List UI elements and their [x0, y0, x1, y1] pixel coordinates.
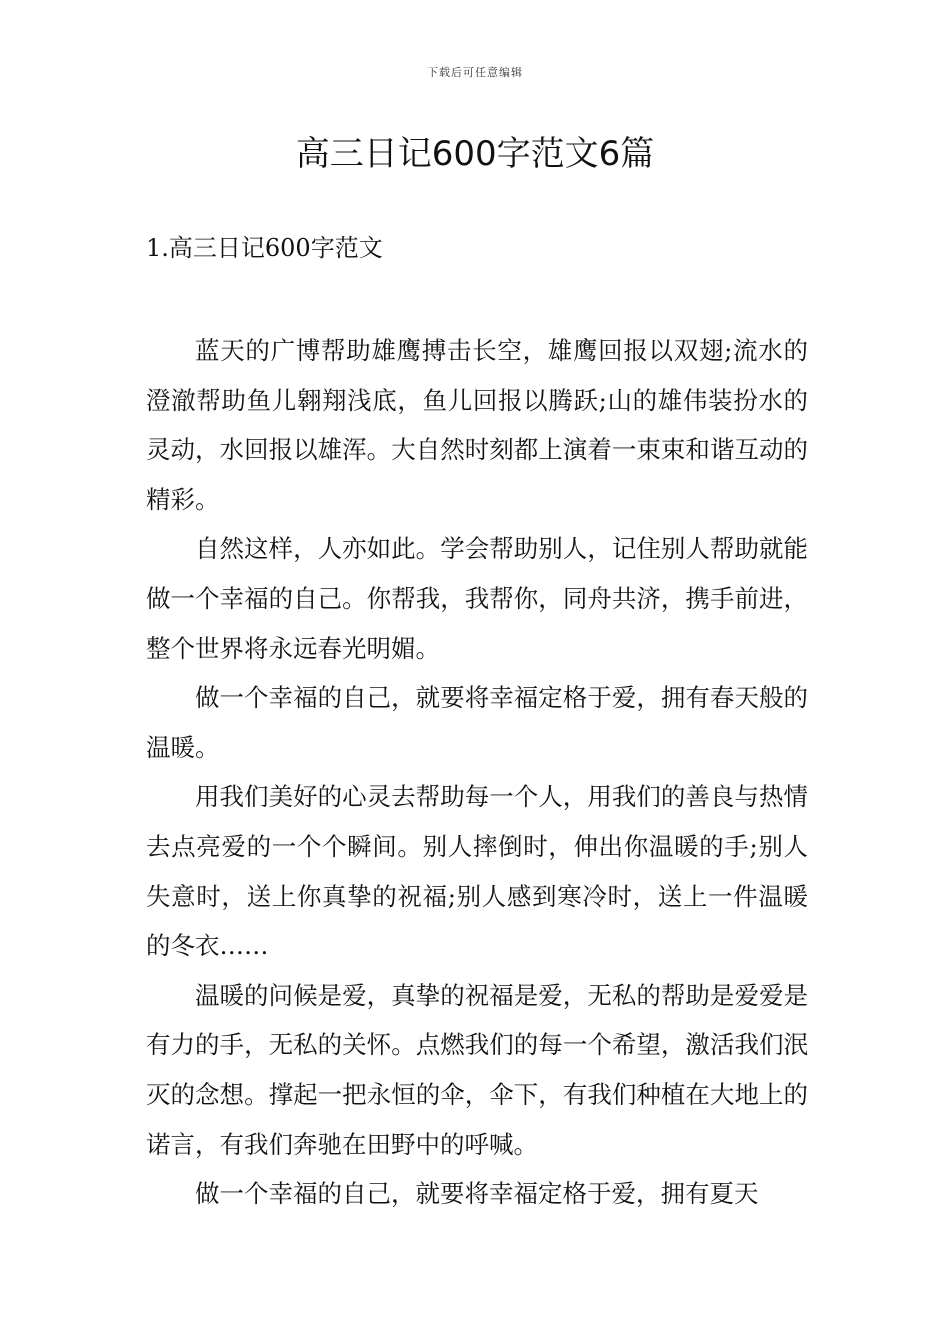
- paragraph: 蓝天的广博帮助雄鹰搏击长空，雄鹰回报以双翅;流水的澄澈帮助鱼儿翱翔浅底，鱼儿回报以腾跃;山的雄伟装扮水的灵动，水回报以雄浑。大自然时刻都上演着一束束和谐互动的精彩。: [146, 336, 808, 514]
- document-title: 高三日记600字范文6篇: [295, 134, 655, 174]
- paragraph: 用我们美好的心灵去帮助每一个人，用我们的善良与热情去点亮爱的一个个瞬间。别人摔倒时，伸出你温暖的手;别人失意时，送上你真挚的祝福;别人感到寒冷时，送上一件温暖的冬衣……: [146, 782, 808, 961]
- header-note: 下载后可任意编辑: [427, 66, 523, 79]
- paragraph: 自然这样，人亦如此。学会帮助别人，记住别人帮助就能做一个幸福的自己。你帮我，我帮你，同舟共济，携手前进，整个世界将永远春光明媚。: [146, 534, 808, 663]
- paragraph: 做一个幸福的自己，就要将幸福定格于爱，拥有春天般的温暖。: [146, 683, 808, 762]
- paragraph: 做一个幸福的自己，就要将幸福定格于爱，拥有夏天: [195, 1179, 759, 1209]
- body-text: [146, 326, 808, 1219]
- section-heading: 1.高三日记600字范文: [146, 234, 383, 262]
- paragraph: 温暖的问候是爱，真挚的祝福是爱，无私的帮助是爱爱是有力的手，无私的关怀。点燃我们的每一个希望，激活我们泯灭的念想。撑起一把永恒的伞，伞下，有我们种植在大地上的诺言，有我们奔驰在田野中的呼喊。: [146, 980, 808, 1159]
